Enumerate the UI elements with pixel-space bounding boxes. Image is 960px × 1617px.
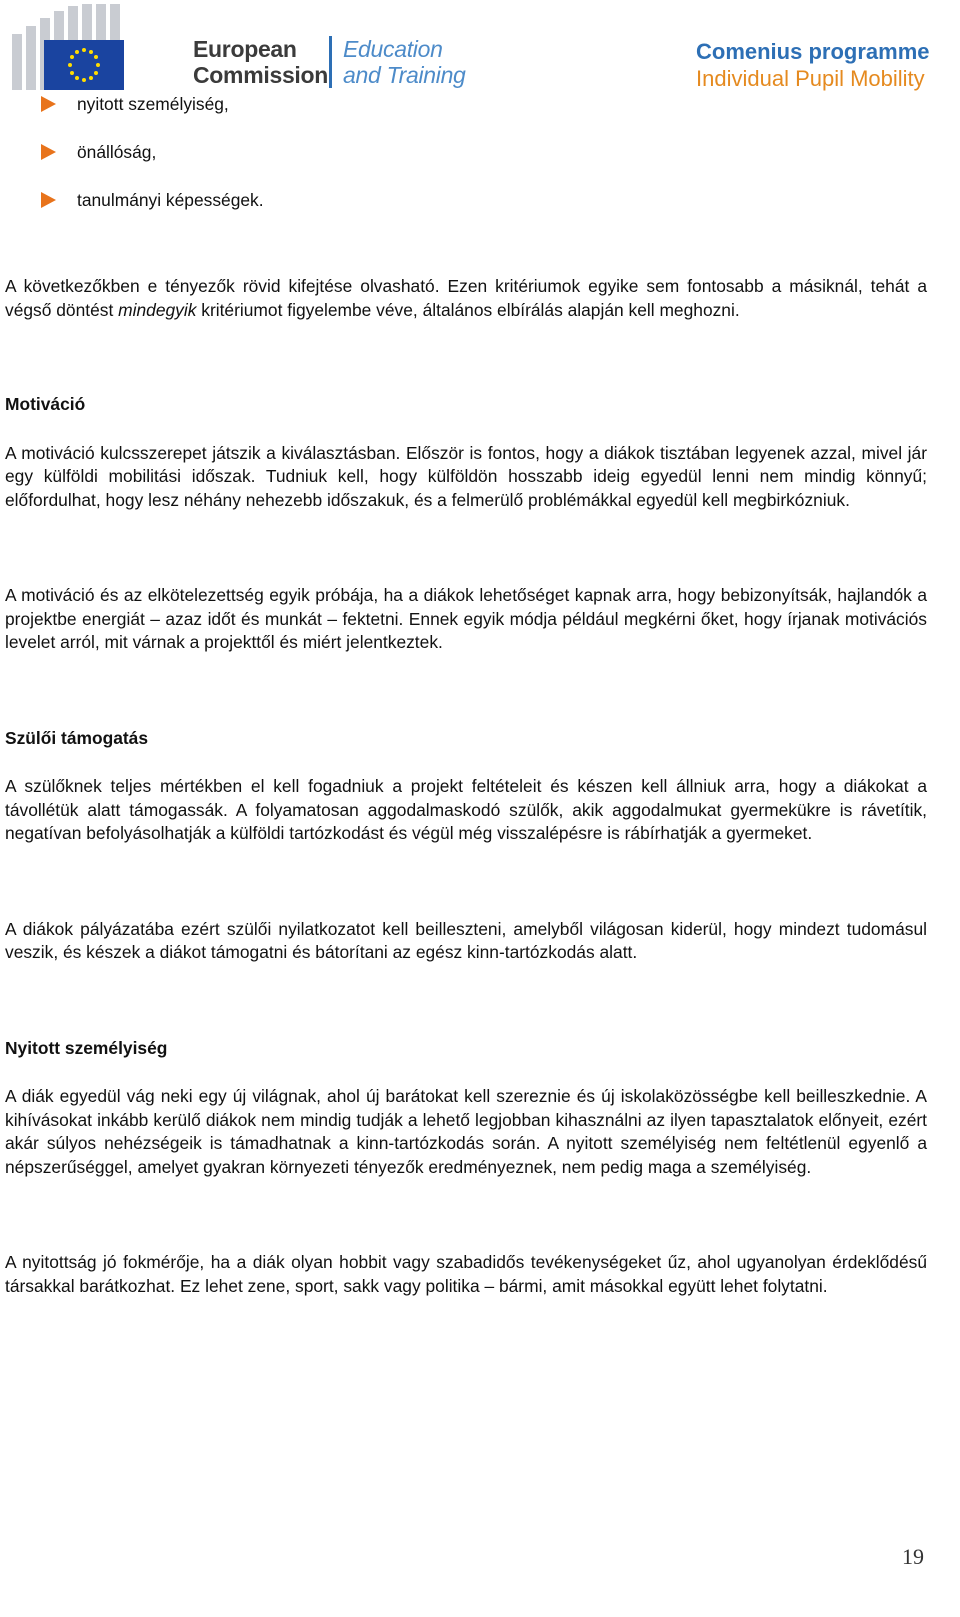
szuloi-paragraph-2: A diákok pályázatába ezért szülői nyilatkozatot kell beilleszteni, amelyből világosan kiderül, hogy mindezt tudomásul veszik, és készek a diákot támogatni és bátorítani az egész kinn-tartózkodás alatt. [5, 918, 927, 962]
nyitott-paragraph-1: A diák egyedül vág neki egy új világnak, ahol új barátokat kell szereznie és új iskolaközösségbe kell beilleszkednie. A kihívásokat inkább kerülő diákok nem mindig tudják a lehető legjobban kihasználni az ilyen tapasztalatok előnyeit, ezért akár súlyos nehézségeik is támadhatnak a kinn-tartózkodás során. A nyitott személyiség nem feltétlenül egyenlő a népszerűséggel, amelyet gyakran környezeti tényezők eredményeznek, nem pedig maga a személyiség. [5, 1086, 927, 1177]
triangle-bullet-icon [41, 192, 56, 208]
list-item: önállóság, [5, 139, 927, 187]
european-commission-wordmark: European Commission [193, 36, 329, 88]
section-title-nyitott: Nyitott személyiség [5, 1037, 168, 1058]
triangle-bullet-icon [41, 144, 56, 160]
motivacio-paragraph-2: A motiváció és az elkötelezettség egyik próbája, ha a diákok lehetőséget kapnak arra, hogy bebizonyítsák, hajlandók a projektbe energiát – azaz időt és munkát – fektetni. Ennek egyik módja például megkérni őket, hogy írjanak motivációs levelet arról, mit várnak a projekttől és miért jelentkeztek. [5, 585, 927, 652]
criteria-list [5, 91, 927, 235]
intro-paragraph: A következőkben e tényezők rövid kifejtése olvasható. Ezen kritériumok egyike sem fontosabb a másiknál, tehát a végső döntést mindegyik kritériumot figyelembe véve, általános elbírálás alapján kell meghozni. [5, 276, 927, 320]
document-body [5, 91, 927, 1298]
section-title-motivacio: Motiváció [5, 394, 86, 414]
list-item: nyitott személyiség, [5, 91, 927, 139]
nyitott-paragraph-2: A nyitottság jó fokmérője, ha a diák olyan hobbit vagy szabadidős tevékenységeket űz, ahol ugyanolyan érdeklődésű társakkal barátkozhat. Ez lehet zene, sport, sakk vagy politika – bármi, amit másokkal együtt lehet folytatni. [5, 1252, 927, 1296]
motivacio-paragraph-1: A motiváció kulcsszerepet játszik a kiválasztásban. Először is fontos, hogy a diákok tisztában legyenek azzal, mivel jár egy külföldi mobilitási időszak. Tudniuk kell, hogy külföldön hosszabb ideig egyedül lenni nem mindig könnyű; előfordulhat, hogy lesz néhány nehezebb időszakuk, és a felmerülő problémákkal egyedül kell megbirkózniuk. [5, 442, 927, 510]
comenius-wordmark: Comenius programme Individual Pupil Mobility [696, 39, 930, 91]
header-divider [329, 36, 332, 88]
section-title-szuloi: Szülői támogatás [5, 727, 149, 748]
page-header [0, 0, 960, 100]
education-training-wordmark: Education and Training [343, 36, 466, 88]
european-commission-logo [12, 4, 124, 90]
szuloi-paragraph-1: A szülőknek teljes mértékben el kell fogadniuk a projekt feltételeit és készen kell állniuk arra, hogy a diákokat a távollétük alatt támogassák. A folyamatosan aggodalmaskodó szülők, akik aggodalmukat gyermekükre is rávetítik, negatívan befolyásolhatják a külföldi tartózkodást és végül még visszalépésre is rábírhatják a gyermeket. [5, 776, 927, 843]
list-item: tanulmányi képességek. [5, 187, 927, 235]
triangle-bullet-icon [41, 96, 56, 112]
page-number: 19 [902, 1544, 924, 1569]
